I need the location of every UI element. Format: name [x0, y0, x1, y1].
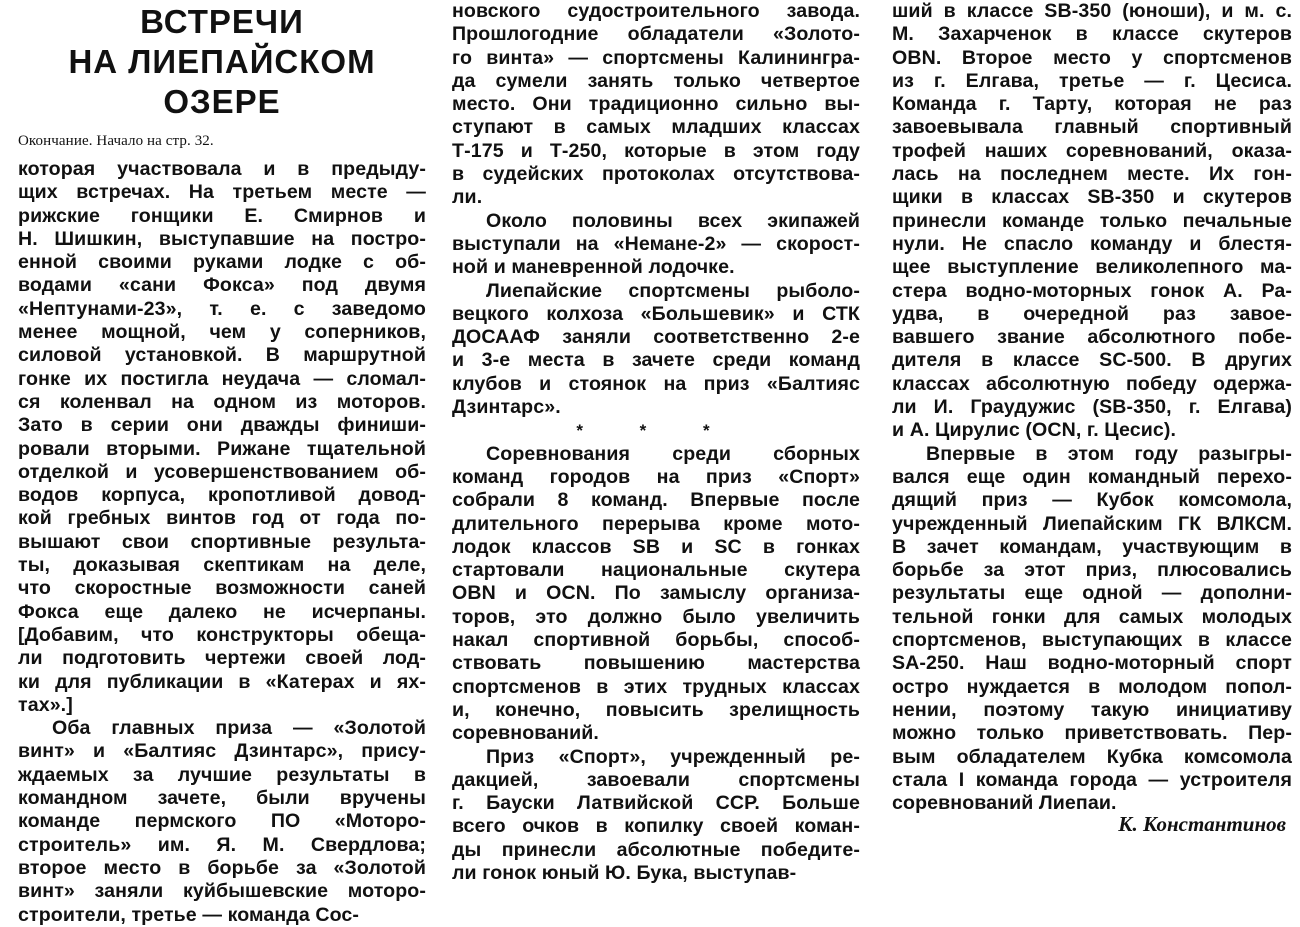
- text-line: щих встречах. На третьем месте —: [18, 181, 426, 204]
- text-line: Прошлогодние обладатели «Золото-: [452, 23, 860, 46]
- text-line: команде пермского ПО «Моторо-: [18, 810, 426, 833]
- column-2: [452, 0, 860, 885]
- text-line: водов корпуса, кропотливой довод-: [18, 484, 426, 507]
- text-line: завоевывала главный спортивный: [892, 116, 1292, 139]
- column-3: [892, 0, 1292, 815]
- text-line: енной своими руками лодке с об-: [18, 251, 426, 274]
- text-line: в судейских протоколах отсутствова-: [452, 163, 860, 186]
- text-line: классах абсолютную победу одержа-: [892, 372, 1292, 395]
- text-line: остро нуждается в молодом попол-: [892, 675, 1292, 698]
- text-line: Приз «Спорт», учрежденный ре-: [486, 745, 860, 768]
- text-line: Зато в серии они дважды финиши-: [18, 414, 426, 437]
- headline-line-1: ВСТРЕЧИ: [140, 3, 304, 40]
- text-line: что скоростные возможности саней: [18, 577, 426, 600]
- text-line: ровали вторыми. Рижане тщательной: [18, 437, 426, 460]
- text-line: собрали 8 команд. Впервые после: [452, 489, 860, 512]
- text-line: вался еще один командный перехо-: [892, 465, 1292, 488]
- text-line: Фокса еще далеко не исчерпаны.: [18, 600, 426, 623]
- text-line: и 3-е места в зачете среди команд: [452, 349, 860, 372]
- text-line: ждаемых за лучшие результаты в: [18, 763, 426, 786]
- text-line: щики в классах SB-350 и скутеров: [892, 186, 1292, 209]
- column-1-text: [18, 158, 426, 927]
- text-line: ствовать повышению мастерства: [452, 652, 860, 675]
- text-line: «Нептунами-23», т. е. с заведомо: [18, 297, 426, 320]
- text-line: кой гребных винтов год от года по-: [18, 507, 426, 530]
- text-line: принесли команде только печальные: [892, 209, 1292, 232]
- text-line: ся коленвал на одном из моторов.: [18, 390, 426, 413]
- text-line: лодок классов SB и SC в гонках: [452, 535, 860, 558]
- text-line: рижские гонщики Е. Смирнов и: [18, 204, 426, 227]
- text-line: винт» заняли куйбышевские моторо-: [18, 880, 426, 903]
- text-line: ной и маневренной лодочке.: [452, 256, 735, 279]
- text-line: ли.: [452, 186, 483, 209]
- text-line: из г. Елгава, третье — г. Цесиса.: [892, 69, 1292, 92]
- text-line: спортсменов в этих трудных классах: [452, 675, 860, 698]
- text-line: OBN и OCN. По замыслу организа-: [452, 582, 860, 605]
- text-line: Около половины всех экипажей: [486, 209, 860, 232]
- column-1: [18, 0, 426, 927]
- text-line: г. Бауски Латвийской ССР. Больше: [452, 792, 860, 815]
- text-line: ли гонок юный Ю. Бука, выступав-: [452, 861, 797, 884]
- text-line: Лиепайские спортсмены рыболо-: [486, 279, 860, 302]
- text-line: и, конечно, повысить зрелищность: [452, 698, 860, 721]
- text-line: строители, третье — команда Сос-: [18, 903, 360, 926]
- text-line: нули. Не спасло команду и блестя-: [892, 232, 1292, 255]
- text-line: всего очков в копилку своей коман-: [452, 815, 860, 838]
- text-line: новского судостроительного завода.: [452, 0, 860, 22]
- text-line: щее выступление великолепного ма-: [892, 256, 1292, 279]
- text-line: Впервые в этом году разыгры-: [926, 442, 1292, 465]
- text-line: OBN. Второе место у спортсменов: [892, 46, 1292, 69]
- text-line: В зачет командам, участвующим в: [892, 535, 1292, 558]
- column-2-text-bottom: [452, 443, 860, 886]
- text-line: и А. Цирулис (OCN, г. Цесис).: [892, 419, 1177, 442]
- text-line: тах».]: [18, 693, 73, 716]
- text-line: винт» и «Балтияс Дзинтарс», прису-: [18, 740, 426, 763]
- text-line: второе место в борьбе за «Золотой: [18, 856, 426, 879]
- section-separator: * * *: [576, 421, 736, 441]
- continuation-note: Окончание. Начало на стр. 32.: [18, 133, 214, 149]
- text-line: дящий приз — Кубок комсомола,: [892, 489, 1292, 512]
- text-line: стера водно-моторных гонок А. Ра-: [892, 279, 1292, 302]
- headline-line-2: НА ЛИЕПАЙСКОМ ОЗЕРЕ: [68, 43, 376, 120]
- text-line: стартовали национальные скутера: [452, 559, 860, 582]
- text-line: удва, в очередной раз завое-: [892, 302, 1292, 325]
- text-line: Оба главных приза — «Золотой: [52, 717, 426, 740]
- column-3-text: [892, 0, 1292, 815]
- text-line: торов, это должно было увеличить: [452, 605, 860, 628]
- text-line: ли подготовить чертежи своей лод-: [18, 647, 426, 670]
- text-line: учрежденный Лиепайским ГК ВЛКСМ.: [892, 512, 1292, 535]
- text-line: SA-250. Наш водно-моторный спорт: [892, 652, 1292, 675]
- text-line: вышают свои спортивные результа-: [18, 530, 426, 553]
- text-line: клубов и стоянок на приз «Балтияс: [452, 372, 860, 395]
- headline: [18, 2, 426, 122]
- text-line: Н. Шишкин, выступавшие на постро-: [18, 227, 426, 250]
- text-line: длительного перерыва кроме мото-: [452, 512, 860, 535]
- text-line: лась на последнем месте. Их гон-: [892, 163, 1292, 186]
- text-line: ды принесли абсолютные победите-: [452, 838, 860, 861]
- text-line: строитель» им. Я. М. Свердлова;: [18, 833, 426, 856]
- text-line: тельной гонки для самых молодых: [892, 605, 1292, 628]
- text-line: гонке их постигла неудача — сломал-: [18, 367, 426, 390]
- text-line: [Добавим, что конструкторы обеща-: [18, 623, 426, 646]
- text-line: отделкой и усовершенствованием об-: [18, 460, 426, 483]
- text-line: Команда г. Тарту, которая не раз: [892, 93, 1292, 116]
- text-line: результаты еще одной — дополни-: [892, 582, 1292, 605]
- text-line: менее мощной, чем у соперников,: [18, 321, 426, 344]
- text-line: водами «сани Фокса» под двумя: [18, 274, 426, 297]
- text-line: Дзинтарс».: [452, 396, 561, 419]
- text-line: Т-175 и Т-250, которые в этом году: [452, 139, 860, 162]
- column-2-text-top: [452, 0, 860, 419]
- text-line: вецкого колхоза «Большевик» и СТК: [452, 302, 860, 325]
- text-line: ший в классе SB-350 (юноши), и м. с.: [892, 0, 1292, 22]
- text-line: соревнований.: [452, 722, 599, 745]
- text-line: место. Они традиционно сильно вы-: [452, 93, 860, 116]
- text-line: можно только приветствовать. Пер-: [892, 722, 1292, 745]
- text-line: вавшего звание абсолютного побе-: [892, 326, 1292, 349]
- text-line: командном зачете, были вручены: [18, 787, 426, 810]
- text-line: дакцией, завоевали спортсмены: [452, 768, 860, 791]
- text-line: борьбе за этот приз, плюсовались: [892, 559, 1292, 582]
- text-line: силовой установкой. В маршрутной: [18, 344, 426, 367]
- text-line: ки для публикации в «Катерах и ях-: [18, 670, 426, 693]
- text-line: да сумели занять только четвертое: [452, 69, 860, 92]
- text-line: накал спортивной борьбы, способ-: [452, 629, 860, 652]
- text-line: спортсменов, выступающих в классе: [892, 629, 1292, 652]
- text-line: соревнований Лиепаи.: [892, 792, 1117, 815]
- text-line: М. Захарченок в классе скутеров: [892, 23, 1292, 46]
- text-line: ступают в самых младших классах: [452, 116, 860, 139]
- text-line: трофей наших соревнований, оказа-: [892, 139, 1292, 162]
- author-signature: К. Константинов: [1118, 812, 1286, 836]
- text-line: ты, доказывая скептикам на деле,: [18, 554, 426, 577]
- text-line: ДОСААФ заняли соответственно 2-е: [452, 326, 860, 349]
- text-line: команд городов на приз «Спорт»: [452, 465, 860, 488]
- text-line: ли И. Граудужис (SB-350, г. Елгава): [892, 396, 1292, 419]
- text-line: Соревнования среди сборных: [486, 442, 860, 465]
- text-line: которая участвовала и в предыду-: [18, 158, 426, 180]
- text-line: выступали на «Немане-2» — скорост-: [452, 232, 860, 255]
- text-line: нении, поэтому такую инициативу: [892, 698, 1292, 721]
- text-line: го винта» — спортсмены Калинингра-: [452, 46, 860, 69]
- text-line: вым обладателем Кубка комсомола: [892, 745, 1292, 768]
- text-line: дителя в классе SC-500. В других: [892, 349, 1292, 372]
- text-line: стала I команда города — устроителя: [892, 768, 1292, 791]
